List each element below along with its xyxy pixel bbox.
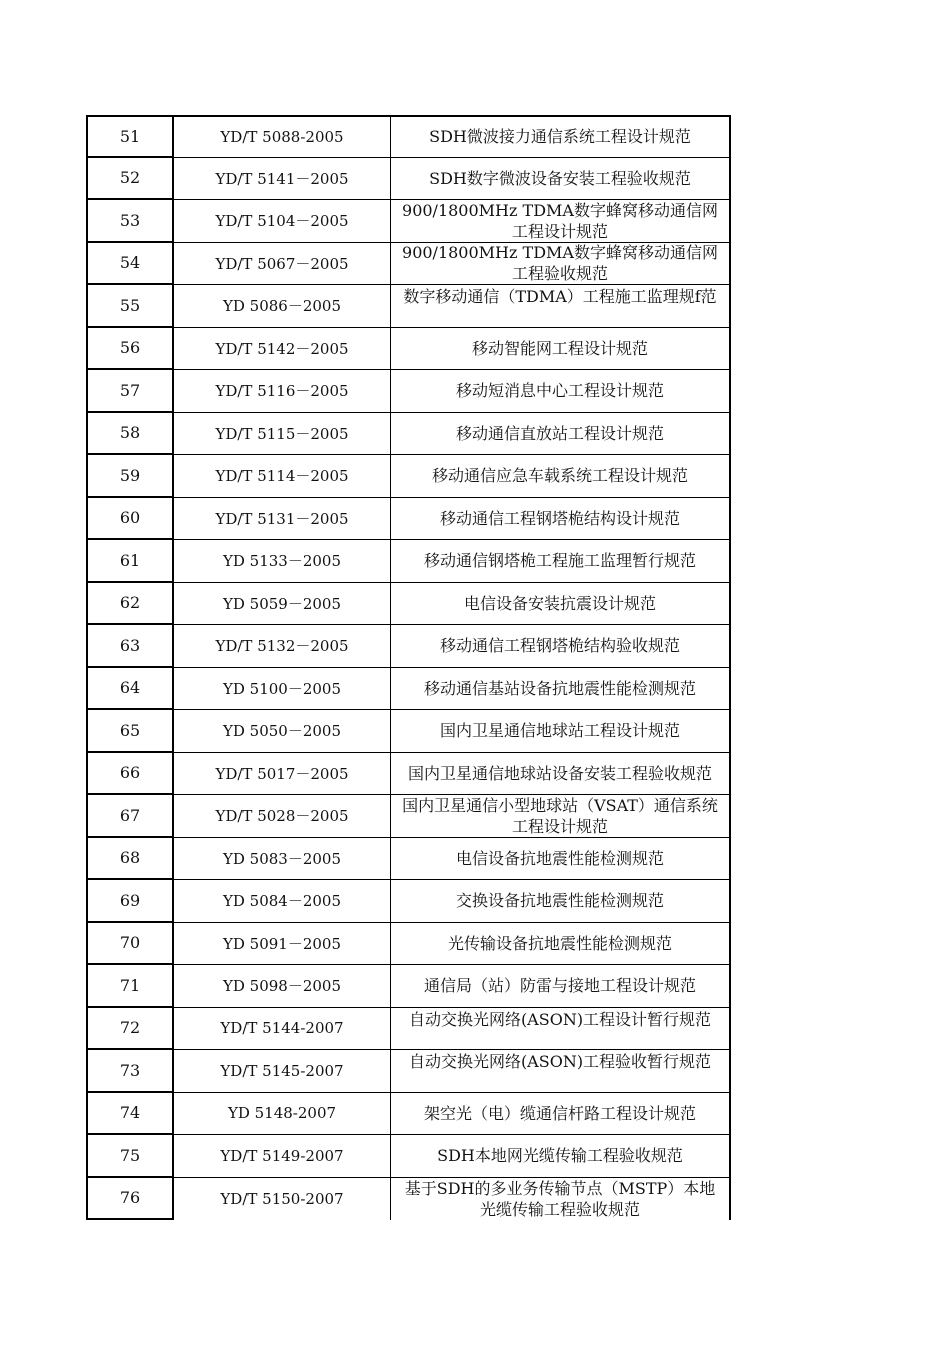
standard-code: YD 5098－2005 [174, 965, 391, 1008]
standard-code: YD 5084－2005 [174, 880, 391, 923]
table-row [86, 158, 731, 201]
table-row [86, 540, 731, 583]
standard-name: 自动交换光网络(ASON)工程设计暂行规范 [391, 1008, 731, 1051]
table-row [86, 668, 731, 711]
standard-name: 移动短消息中心工程设计规范 [391, 370, 731, 413]
row-number: 73 [86, 1050, 174, 1093]
standard-code: YD/T 5028－2005 [174, 795, 391, 838]
table-row [86, 625, 731, 668]
table-row [86, 1178, 731, 1221]
row-number: 60 [86, 498, 174, 541]
row-number: 62 [86, 583, 174, 626]
standard-code: YD/T 5067－2005 [174, 243, 391, 286]
standard-name: 国内卫星通信地球站工程设计规范 [391, 710, 731, 753]
standard-code: YD 5086－2005 [174, 285, 391, 328]
standards-table [86, 115, 731, 1220]
row-number: 53 [86, 200, 174, 243]
row-number: 74 [86, 1093, 174, 1136]
standard-name: 移动通信钢塔桅工程施工监理暂行规范 [391, 540, 731, 583]
row-number: 61 [86, 540, 174, 583]
standard-code: YD/T 5150-2007 [174, 1178, 391, 1221]
row-number: 71 [86, 965, 174, 1008]
table-row [86, 413, 731, 456]
table-row [86, 965, 731, 1008]
row-number: 76 [86, 1178, 174, 1221]
table-row [86, 200, 731, 243]
standard-name: 通信局（站）防雷与接地工程设计规范 [391, 965, 731, 1008]
standard-name: 自动交换光网络(ASON)工程验收暂行规范 [391, 1050, 731, 1093]
standard-code: YD 5050－2005 [174, 710, 391, 753]
row-number: 58 [86, 413, 174, 456]
table-row [86, 455, 731, 498]
table-row [86, 583, 731, 626]
standard-name: 移动通信直放站工程设计规范 [391, 413, 731, 456]
standard-name: 移动通信基站设备抗地震性能检测规范 [391, 668, 731, 711]
standard-name: 基于SDH的多业务传输节点（MSTP）本地光缆传输工程验收规范 [391, 1178, 731, 1221]
standard-code: YD/T 5131－2005 [174, 498, 391, 541]
standard-name: 900/1800MHz TDMA数字蜂窝移动通信网工程验收规范 [391, 243, 731, 286]
table-row [86, 370, 731, 413]
row-number: 51 [86, 115, 174, 158]
standard-code: YD/T 5132－2005 [174, 625, 391, 668]
standard-name: 移动通信工程钢塔桅结构验收规范 [391, 625, 731, 668]
standard-name: 架空光（电）缆通信杆路工程设计规范 [391, 1093, 731, 1136]
standard-name: 移动通信工程钢塔桅结构设计规范 [391, 498, 731, 541]
table-row [86, 243, 731, 286]
row-number: 66 [86, 753, 174, 796]
row-number: 56 [86, 328, 174, 371]
table-row [86, 115, 731, 158]
standard-code: YD/T 5114－2005 [174, 455, 391, 498]
row-number: 63 [86, 625, 174, 668]
standard-name: 移动智能网工程设计规范 [391, 328, 731, 371]
standard-name: 移动通信应急车载系统工程设计规范 [391, 455, 731, 498]
table-row [86, 328, 731, 371]
row-number: 65 [86, 710, 174, 753]
table-row [86, 795, 731, 838]
standard-code: YD/T 5116－2005 [174, 370, 391, 413]
standard-code: YD 5059－2005 [174, 583, 391, 626]
standard-code: YD/T 5088-2005 [174, 115, 391, 158]
row-number: 68 [86, 838, 174, 881]
standard-name: SDH数字微波设备安装工程验收规范 [391, 158, 731, 201]
row-number: 54 [86, 243, 174, 286]
standard-code: YD 5091－2005 [174, 923, 391, 966]
table-row [86, 753, 731, 796]
standard-name: 电信设备安装抗震设计规范 [391, 583, 731, 626]
standard-name: 国内卫星通信小型地球站（VSAT）通信系统工程设计规范 [391, 795, 731, 838]
row-number: 72 [86, 1008, 174, 1051]
row-number: 75 [86, 1135, 174, 1178]
row-number: 55 [86, 285, 174, 328]
standard-code: YD/T 5149-2007 [174, 1135, 391, 1178]
standard-name: SDH本地网光缆传输工程验收规范 [391, 1135, 731, 1178]
standard-code: YD/T 5115－2005 [174, 413, 391, 456]
standard-name: 电信设备抗地震性能检测规范 [391, 838, 731, 881]
standard-code: YD/T 5142－2005 [174, 328, 391, 371]
row-number: 67 [86, 795, 174, 838]
table-row [86, 710, 731, 753]
standard-code: YD/T 5104－2005 [174, 200, 391, 243]
row-number: 57 [86, 370, 174, 413]
table-row [86, 1093, 731, 1136]
row-number: 52 [86, 158, 174, 201]
table-row [86, 1008, 731, 1051]
table-row [86, 880, 731, 923]
table-row [86, 285, 731, 328]
standard-code: YD 5133－2005 [174, 540, 391, 583]
standard-name: 光传输设备抗地震性能检测规范 [391, 923, 731, 966]
table-row [86, 1135, 731, 1178]
row-number: 59 [86, 455, 174, 498]
row-number: 64 [86, 668, 174, 711]
standard-name: 交换设备抗地震性能检测规范 [391, 880, 731, 923]
standard-code: YD 5148-2007 [174, 1093, 391, 1136]
table-row [86, 1050, 731, 1093]
standard-code: YD/T 5017－2005 [174, 753, 391, 796]
table-row [86, 838, 731, 881]
standard-code: YD 5100－2005 [174, 668, 391, 711]
standard-code: YD/T 5145-2007 [174, 1050, 391, 1093]
standard-name: 国内卫星通信地球站设备安装工程验收规范 [391, 753, 731, 796]
table-row [86, 498, 731, 541]
standard-code: YD/T 5141－2005 [174, 158, 391, 201]
row-number: 69 [86, 880, 174, 923]
standard-code: YD/T 5144-2007 [174, 1008, 391, 1051]
standard-code: YD 5083－2005 [174, 838, 391, 881]
standard-name: SDH微波接力通信系统工程设计规范 [391, 115, 731, 158]
row-number: 70 [86, 923, 174, 966]
table-row [86, 923, 731, 966]
standard-name: 数字移动通信（TDMA）工程施工监理规f范 [391, 285, 731, 328]
standard-name: 900/1800MHz TDMA数字蜂窝移动通信网工程设计规范 [391, 200, 731, 243]
